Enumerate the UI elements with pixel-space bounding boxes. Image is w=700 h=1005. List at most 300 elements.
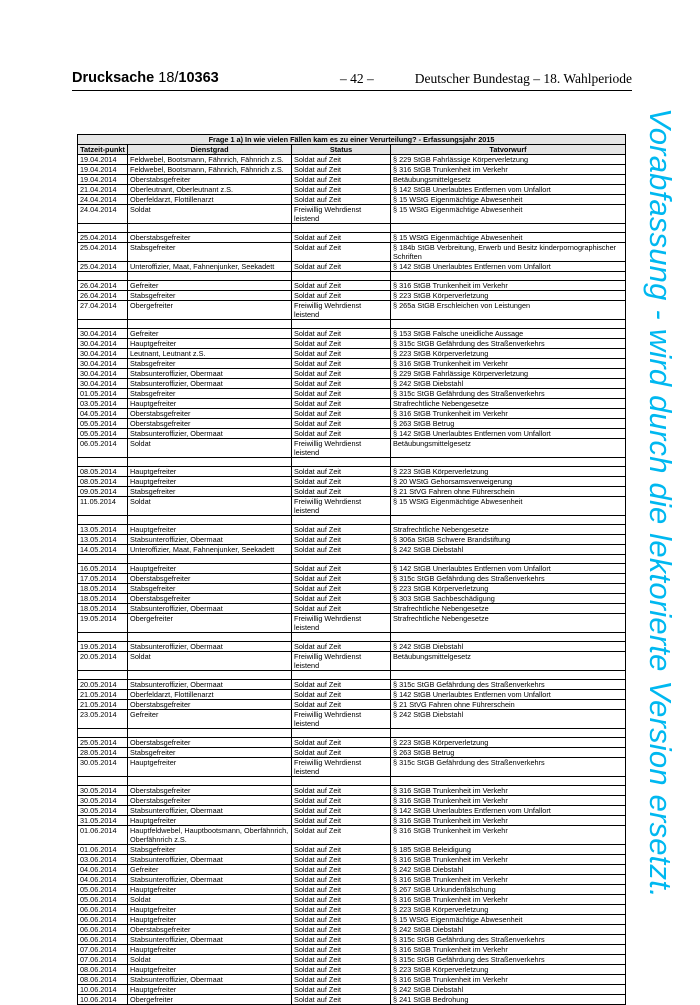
cell-offense: § 142 StGB Unerlaubtes Entfernen vom Unfallort [391, 690, 626, 700]
cell-offense: § 315c StGB Gefährdung des Straßenverkehrs [391, 389, 626, 399]
cell-rank: Soldat [128, 652, 292, 671]
cell-status: Soldat auf Zeit [292, 945, 391, 955]
drucksache-number: 10363 [178, 70, 219, 86]
cell-date: 26.04.2014 [78, 291, 128, 301]
cell-offense: § 267 StGB Urkundenfälschung [391, 885, 626, 895]
cell-date: 03.06.2014 [78, 855, 128, 865]
cell-date: 30.04.2014 [78, 349, 128, 359]
table-row [78, 895, 626, 905]
cell-date: 30.05.2014 [78, 796, 128, 806]
cell-offense: § 142 StGB Unerlaubtes Entfernen vom Unfallort [391, 806, 626, 816]
cell-status: Soldat auf Zeit [292, 826, 391, 845]
column-header-rank: Dienstgrad [128, 145, 292, 155]
cell-status: Freiwillig Wehrdienst leistend [292, 614, 391, 633]
cell-status: Soldat auf Zeit [292, 349, 391, 359]
cell-date: 06.06.2014 [78, 935, 128, 945]
table-row [78, 359, 626, 369]
empty-cell [78, 516, 128, 525]
cell-offense: § 306a StGB Schwere Brandstiftung [391, 535, 626, 545]
cell-status: Soldat auf Zeit [292, 786, 391, 796]
cell-date: 18.05.2014 [78, 594, 128, 604]
cell-date: 14.05.2014 [78, 545, 128, 555]
cell-offense: § 21 StVG Fahren ohne Führerschein [391, 700, 626, 710]
empty-cell [391, 224, 626, 233]
cell-status: Soldat auf Zeit [292, 574, 391, 584]
cell-rank: Stabsgefreiter [128, 845, 292, 855]
cell-offense: § 316 StGB Trunkenheit im Verkehr [391, 786, 626, 796]
empty-cell [78, 272, 128, 281]
cell-date: 13.05.2014 [78, 525, 128, 535]
cell-status: Soldat auf Zeit [292, 379, 391, 389]
cell-rank: Soldat [128, 497, 292, 516]
drucksache-prefix: 18/ [158, 70, 179, 86]
cell-date: 11.05.2014 [78, 497, 128, 516]
cell-date: 08.06.2014 [78, 975, 128, 985]
cell-date: 19.04.2014 [78, 155, 128, 165]
spacer-row [78, 224, 626, 233]
table-row [78, 467, 626, 477]
cell-offense: § 315c StGB Gefährdung des Straßenverkehrs [391, 680, 626, 690]
cell-offense: § 15 WStG Eigenmächtige Abwesenheit [391, 233, 626, 243]
table-row [78, 614, 626, 633]
cell-rank: Hauptgefreiter [128, 905, 292, 915]
cell-status: Freiwillig Wehrdienst leistend [292, 497, 391, 516]
cell-rank: Oberfeldarzt, Flottillenarzt [128, 690, 292, 700]
cell-offense: § 21 StVG Fahren ohne Führerschein [391, 487, 626, 497]
cell-rank: Hauptgefreiter [128, 965, 292, 975]
spacer-row [78, 633, 626, 642]
cell-status: Soldat auf Zeit [292, 243, 391, 262]
table-row [78, 642, 626, 652]
cell-rank: Oberstabsgefreiter [128, 796, 292, 806]
cell-status: Soldat auf Zeit [292, 885, 391, 895]
table-row [78, 487, 626, 497]
cell-rank: Stabsunteroffizier, Obermaat [128, 604, 292, 614]
cell-status: Soldat auf Zeit [292, 359, 391, 369]
cell-rank: Stabsunteroffizier, Obermaat [128, 680, 292, 690]
cell-date: 24.04.2014 [78, 205, 128, 224]
table-row [78, 329, 626, 339]
table-body [78, 155, 626, 1005]
cell-status: Soldat auf Zeit [292, 816, 391, 826]
empty-cell [78, 458, 128, 467]
empty-cell [128, 555, 292, 564]
cell-offense: § 263 StGB Betrug [391, 419, 626, 429]
table-row [78, 477, 626, 487]
cell-date: 01.06.2014 [78, 845, 128, 855]
cell-rank: Stabsunteroffizier, Obermaat [128, 935, 292, 945]
cell-date: 27.04.2014 [78, 301, 128, 320]
cell-date: 21.05.2014 [78, 700, 128, 710]
cell-status: Soldat auf Zeit [292, 262, 391, 272]
cell-offense: § 242 StGB Diebstahl [391, 985, 626, 995]
cell-status: Soldat auf Zeit [292, 690, 391, 700]
cell-offense: § 223 StGB Körperverletzung [391, 467, 626, 477]
cell-status: Soldat auf Zeit [292, 545, 391, 555]
page-number: – 42 – [340, 71, 374, 86]
cell-offense: § 263 StGB Betrug [391, 748, 626, 758]
cell-offense: § 153 StGB Falsche uneidliche Aussage [391, 329, 626, 339]
cell-status: Soldat auf Zeit [292, 409, 391, 419]
cell-rank: Oberstabsgefreiter [128, 594, 292, 604]
table-row [78, 875, 626, 885]
cell-rank: Hauptgefreiter [128, 816, 292, 826]
cell-offense: § 223 StGB Körperverletzung [391, 291, 626, 301]
table-row [78, 845, 626, 855]
cell-status: Soldat auf Zeit [292, 399, 391, 409]
table-row [78, 935, 626, 945]
cell-date: 16.05.2014 [78, 564, 128, 574]
cell-offense: § 241 StGB Bedrohung [391, 995, 626, 1005]
empty-cell [78, 320, 128, 329]
cell-rank: Obergefreiter [128, 995, 292, 1005]
table-row [78, 175, 626, 185]
table-row [78, 155, 626, 165]
cell-offense: § 316 StGB Trunkenheit im Verkehr [391, 359, 626, 369]
table-row [78, 165, 626, 175]
empty-cell [292, 516, 391, 525]
cell-date: 19.04.2014 [78, 165, 128, 175]
cell-rank: Stabsgefreiter [128, 359, 292, 369]
cell-date: 26.04.2014 [78, 281, 128, 291]
watermark-text: Vorabfassung - wird durch die lektorierte Version ersetzt. [643, 108, 678, 898]
cell-offense: § 184b StGB Verbreitung, Erwerb und Besitz kinderpornographischer Schriften [391, 243, 626, 262]
table-row [78, 564, 626, 574]
cell-offense: Strafrechtliche Nebengesetze [391, 604, 626, 614]
cell-rank: Feldwebel, Bootsmann, Fähnrich, Fähnrich z.S. [128, 165, 292, 175]
empty-cell [391, 555, 626, 564]
cell-rank: Oberfeldarzt, Flottillenarzt [128, 195, 292, 205]
cell-offense: § 185 StGB Beleidigung [391, 845, 626, 855]
cell-status: Soldat auf Zeit [292, 233, 391, 243]
empty-cell [292, 272, 391, 281]
table-row [78, 905, 626, 915]
cell-offense: § 316 StGB Trunkenheit im Verkehr [391, 826, 626, 845]
cell-rank: Hauptgefreiter [128, 564, 292, 574]
table-row [78, 195, 626, 205]
cell-offense: § 316 StGB Trunkenheit im Verkehr [391, 855, 626, 865]
cell-status: Soldat auf Zeit [292, 329, 391, 339]
cell-rank: Stabsunteroffizier, Obermaat [128, 855, 292, 865]
cell-date: 30.04.2014 [78, 369, 128, 379]
cell-offense: § 15 WStG Eigenmächtige Abwesenheit [391, 205, 626, 224]
column-header-offense: Tatvorwurf [391, 145, 626, 155]
cell-offense: § 316 StGB Trunkenheit im Verkehr [391, 409, 626, 419]
cell-status: Freiwillig Wehrdienst leistend [292, 205, 391, 224]
cell-date: 30.04.2014 [78, 379, 128, 389]
cell-rank: Stabsgefreiter [128, 291, 292, 301]
cell-status: Soldat auf Zeit [292, 895, 391, 905]
table-row [78, 995, 626, 1005]
empty-cell [292, 671, 391, 680]
cell-date: 05.05.2014 [78, 429, 128, 439]
table-row [78, 700, 626, 710]
cell-status: Soldat auf Zeit [292, 429, 391, 439]
cell-rank: Gefreiter [128, 865, 292, 875]
table-row [78, 806, 626, 816]
table-row [78, 291, 626, 301]
cell-status: Soldat auf Zeit [292, 925, 391, 935]
empty-cell [78, 671, 128, 680]
cell-date: 23.05.2014 [78, 710, 128, 729]
table-row [78, 301, 626, 320]
cell-rank: Hauptfeldwebel, Hauptbootsmann, Oberfähnrich, Oberfähnrich z.S. [128, 826, 292, 845]
cell-rank: Stabsunteroffizier, Obermaat [128, 379, 292, 389]
cell-status: Soldat auf Zeit [292, 467, 391, 477]
column-header-date: Tatzeit-punkt [78, 145, 128, 155]
cell-offense: § 15 WStG Eigenmächtige Abwesenheit [391, 195, 626, 205]
table-row [78, 748, 626, 758]
cell-offense: Strafrechtliche Nebengesetze [391, 525, 626, 535]
cell-date: 18.05.2014 [78, 584, 128, 594]
cell-offense: § 265a StGB Erschleichen von Leistungen [391, 301, 626, 320]
cell-rank: Stabsunteroffizier, Obermaat [128, 975, 292, 985]
cell-status: Soldat auf Zeit [292, 865, 391, 875]
cell-offense: § 315c StGB Gefährdung des Straßenverkehrs [391, 955, 626, 965]
cell-rank: Oberstabsgefreiter [128, 925, 292, 935]
cell-rank: Gefreiter [128, 281, 292, 291]
table-row [78, 525, 626, 535]
cell-date: 25.05.2014 [78, 738, 128, 748]
page-header [72, 70, 632, 90]
cell-offense: § 303 StGB Sachbeschädigung [391, 594, 626, 604]
cell-offense: § 315c StGB Gefährdung des Straßenverkehrs [391, 339, 626, 349]
cell-date: 24.04.2014 [78, 195, 128, 205]
cell-rank: Soldat [128, 955, 292, 965]
table-row [78, 429, 626, 439]
table-row [78, 738, 626, 748]
cell-rank: Hauptgefreiter [128, 885, 292, 895]
cell-rank: Oberstabsgefreiter [128, 175, 292, 185]
empty-cell [128, 633, 292, 642]
cell-date: 21.05.2014 [78, 690, 128, 700]
empty-cell [292, 224, 391, 233]
cell-date: 19.05.2014 [78, 642, 128, 652]
empty-cell [78, 633, 128, 642]
cell-status: Freiwillig Wehrdienst leistend [292, 710, 391, 729]
empty-cell [128, 320, 292, 329]
cell-date: 19.05.2014 [78, 614, 128, 633]
empty-cell [391, 320, 626, 329]
cell-status: Soldat auf Zeit [292, 875, 391, 885]
empty-cell [292, 729, 391, 738]
cell-status: Soldat auf Zeit [292, 525, 391, 535]
table-row [78, 975, 626, 985]
empty-cell [391, 272, 626, 281]
table-row [78, 604, 626, 614]
cell-rank: Soldat [128, 439, 292, 458]
table-row [78, 262, 626, 272]
table-row [78, 535, 626, 545]
empty-cell [391, 777, 626, 786]
empty-cell [391, 633, 626, 642]
cell-offense: Betäubungsmittelgesetz [391, 439, 626, 458]
table-row [78, 594, 626, 604]
spacer-row [78, 555, 626, 564]
empty-cell [292, 633, 391, 642]
table-row [78, 865, 626, 875]
cell-rank: Stabsunteroffizier, Obermaat [128, 806, 292, 816]
cell-date: 18.05.2014 [78, 604, 128, 614]
cell-offense: § 315c StGB Gefährdung des Straßenverkehrs [391, 758, 626, 777]
table-row [78, 584, 626, 594]
cell-status: Soldat auf Zeit [292, 985, 391, 995]
empty-cell [128, 272, 292, 281]
cell-offense: § 223 StGB Körperverletzung [391, 965, 626, 975]
cell-offense: § 229 StGB Fahrlässige Körperverletzung [391, 369, 626, 379]
empty-cell [292, 458, 391, 467]
cell-date: 30.04.2014 [78, 339, 128, 349]
table-row [78, 796, 626, 806]
cell-rank: Oberstabsgefreiter [128, 786, 292, 796]
cell-date: 06.06.2014 [78, 905, 128, 915]
cell-date: 04.06.2014 [78, 865, 128, 875]
cell-rank: Gefreiter [128, 329, 292, 339]
cell-rank: Unteroffizier, Maat, Fahnenjunker, Seekadett [128, 545, 292, 555]
spacer-row [78, 671, 626, 680]
cell-date: 08.06.2014 [78, 965, 128, 975]
empty-cell [78, 729, 128, 738]
cell-date: 09.05.2014 [78, 487, 128, 497]
cell-status: Soldat auf Zeit [292, 855, 391, 865]
cell-date: 05.05.2014 [78, 419, 128, 429]
cell-offense: § 223 StGB Körperverletzung [391, 738, 626, 748]
cell-rank: Obergefreiter [128, 614, 292, 633]
cell-status: Soldat auf Zeit [292, 487, 391, 497]
empty-cell [292, 320, 391, 329]
cell-rank: Hauptgefreiter [128, 945, 292, 955]
cell-offense: § 242 StGB Diebstahl [391, 545, 626, 555]
cell-offense: Betäubungsmittelgesetz [391, 652, 626, 671]
cell-rank: Hauptgefreiter [128, 985, 292, 995]
cell-offense: § 223 StGB Körperverletzung [391, 349, 626, 359]
column-header-row [78, 145, 626, 155]
cell-date: 25.04.2014 [78, 243, 128, 262]
cell-date: 06.05.2014 [78, 439, 128, 458]
cell-status: Freiwillig Wehrdienst leistend [292, 652, 391, 671]
cell-date: 04.06.2014 [78, 875, 128, 885]
empty-cell [128, 516, 292, 525]
cell-date: 20.05.2014 [78, 652, 128, 671]
cell-status: Soldat auf Zeit [292, 477, 391, 487]
cell-offense: § 242 StGB Diebstahl [391, 642, 626, 652]
cell-rank: Gefreiter [128, 710, 292, 729]
cell-date: 30.04.2014 [78, 329, 128, 339]
cell-status: Soldat auf Zeit [292, 845, 391, 855]
spacer-row [78, 272, 626, 281]
cell-date: 05.06.2014 [78, 895, 128, 905]
table-row [78, 409, 626, 419]
cell-status: Soldat auf Zeit [292, 642, 391, 652]
cell-rank: Stabsgefreiter [128, 584, 292, 594]
cell-status: Soldat auf Zeit [292, 195, 391, 205]
cell-status: Soldat auf Zeit [292, 738, 391, 748]
cell-date: 19.04.2014 [78, 175, 128, 185]
cell-status: Soldat auf Zeit [292, 281, 391, 291]
cell-rank: Hauptgefreiter [128, 339, 292, 349]
cell-offense: § 316 StGB Trunkenheit im Verkehr [391, 796, 626, 806]
table-row [78, 545, 626, 555]
table-row [78, 826, 626, 845]
cell-date: 07.06.2014 [78, 945, 128, 955]
table-row [78, 439, 626, 458]
cell-status: Soldat auf Zeit [292, 955, 391, 965]
cell-offense: Strafrechtliche Nebengesetze [391, 614, 626, 633]
cell-offense: Strafrechtliche Nebengesetze [391, 399, 626, 409]
cell-date: 05.06.2014 [78, 885, 128, 895]
cell-offense: § 316 StGB Trunkenheit im Verkehr [391, 895, 626, 905]
cell-date: 17.05.2014 [78, 574, 128, 584]
table-row [78, 786, 626, 796]
drucksache-label: Drucksache [72, 70, 155, 86]
cell-offense: § 142 StGB Unerlaubtes Entfernen vom Unfallort [391, 429, 626, 439]
spacer-row [78, 320, 626, 329]
empty-cell [391, 458, 626, 467]
cell-rank: Stabsunteroffizier, Obermaat [128, 875, 292, 885]
cell-rank: Stabsunteroffizier, Obermaat [128, 429, 292, 439]
table-row [78, 233, 626, 243]
publisher: Deutscher Bundestag – 18. Wahlperiode [414, 71, 632, 86]
verdicts-table [77, 134, 626, 1005]
table-row [78, 369, 626, 379]
cell-rank: Soldat [128, 895, 292, 905]
empty-cell [78, 777, 128, 786]
cell-offense: § 223 StGB Körperverletzung [391, 584, 626, 594]
table-row [78, 205, 626, 224]
cell-rank: Obergefreiter [128, 301, 292, 320]
table-row [78, 816, 626, 826]
cell-status: Soldat auf Zeit [292, 796, 391, 806]
cell-date: 01.05.2014 [78, 389, 128, 399]
cell-date: 21.04.2014 [78, 185, 128, 195]
cell-status: Soldat auf Zeit [292, 165, 391, 175]
cell-status: Soldat auf Zeit [292, 291, 391, 301]
table-row [78, 419, 626, 429]
cell-date: 30.05.2014 [78, 806, 128, 816]
cell-rank: Hauptgefreiter [128, 525, 292, 535]
empty-cell [292, 555, 391, 564]
cell-offense: § 316 StGB Trunkenheit im Verkehr [391, 975, 626, 985]
table-row [78, 945, 626, 955]
cell-offense: § 142 StGB Unerlaubtes Entfernen vom Unfallort [391, 185, 626, 195]
table-container [77, 134, 625, 1005]
cell-rank: Stabsunteroffizier, Obermaat [128, 535, 292, 545]
cell-status: Soldat auf Zeit [292, 748, 391, 758]
table-row [78, 710, 626, 729]
cell-offense: § 142 StGB Unerlaubtes Entfernen vom Unfallort [391, 262, 626, 272]
cell-rank: Stabsgefreiter [128, 389, 292, 399]
cell-offense: § 316 StGB Trunkenheit im Verkehr [391, 945, 626, 955]
table-row [78, 574, 626, 584]
cell-offense: § 15 WStG Eigenmächtige Abwesenheit [391, 915, 626, 925]
cell-status: Soldat auf Zeit [292, 604, 391, 614]
cell-status: Soldat auf Zeit [292, 339, 391, 349]
cell-status: Soldat auf Zeit [292, 975, 391, 985]
table-row [78, 680, 626, 690]
table-row [78, 915, 626, 925]
cell-offense: § 242 StGB Diebstahl [391, 925, 626, 935]
table-row [78, 281, 626, 291]
cell-status: Soldat auf Zeit [292, 806, 391, 816]
header-rule [72, 90, 632, 91]
empty-cell [391, 516, 626, 525]
cell-status: Soldat auf Zeit [292, 915, 391, 925]
cell-offense: § 223 StGB Körperverletzung [391, 905, 626, 915]
cell-offense: § 142 StGB Unerlaubtes Entfernen vom Unfallort [391, 564, 626, 574]
cell-rank: Hauptgefreiter [128, 399, 292, 409]
cell-date: 08.05.2014 [78, 477, 128, 487]
cell-status: Soldat auf Zeit [292, 584, 391, 594]
